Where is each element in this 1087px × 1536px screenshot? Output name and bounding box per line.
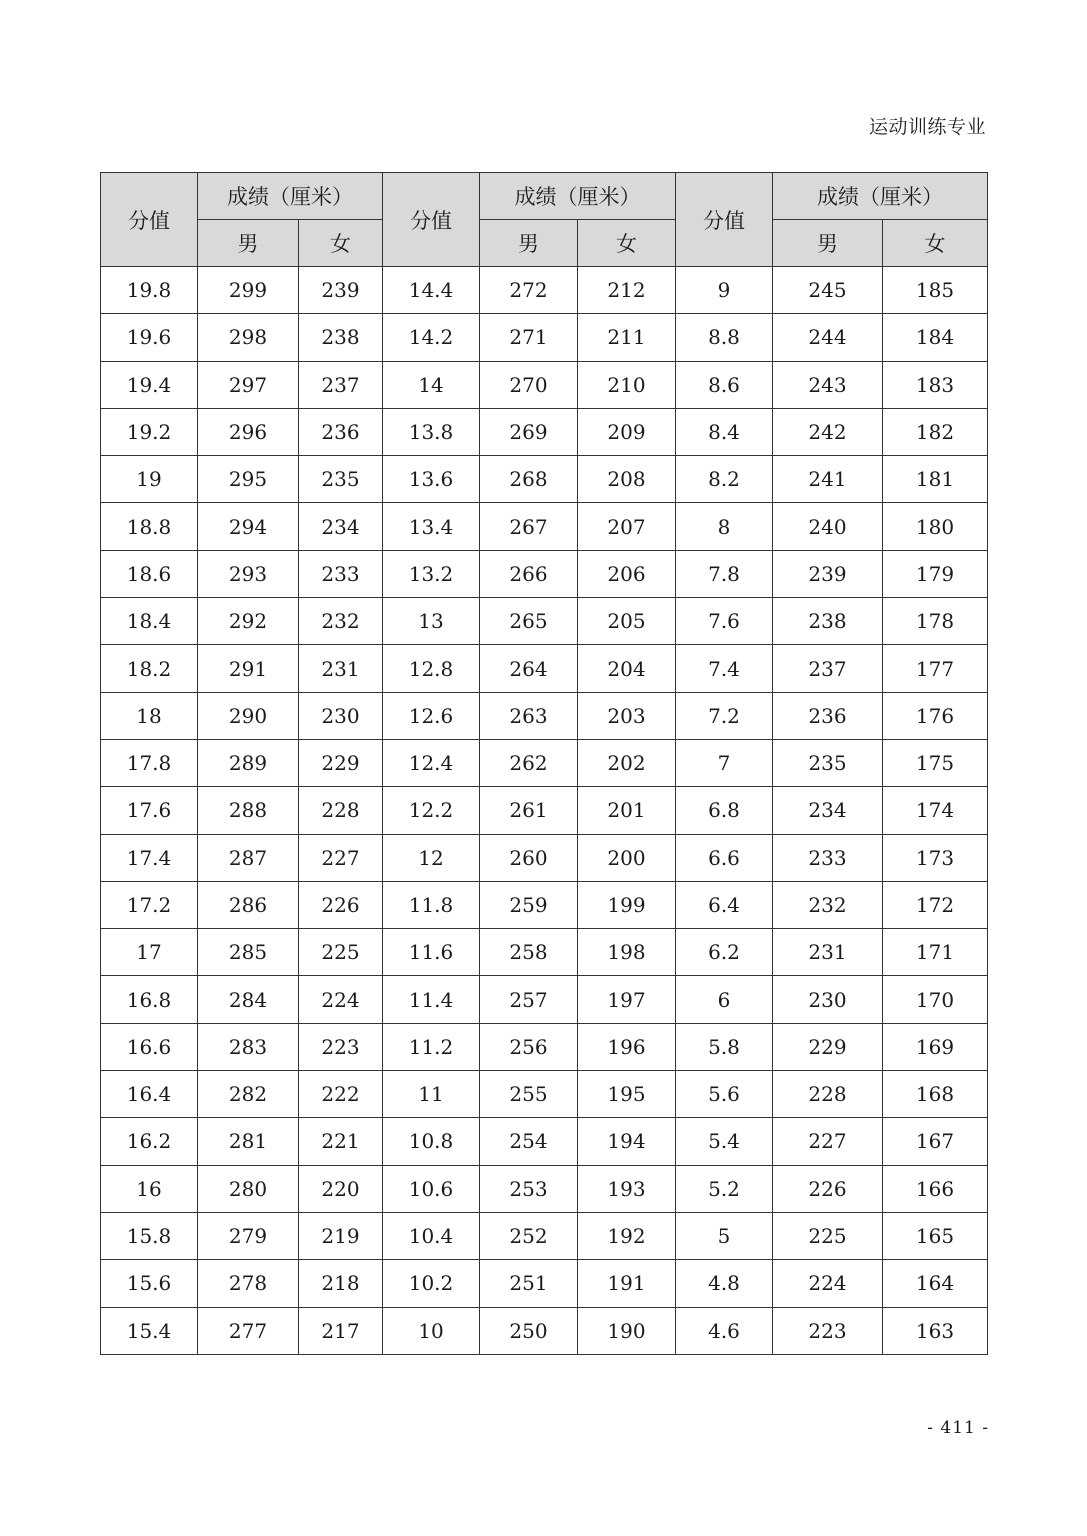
score-cell-1: 17.6 bbox=[101, 787, 198, 834]
table-row bbox=[101, 550, 988, 597]
male-cell-2: 256 bbox=[480, 1023, 578, 1070]
female-cell-2: 202 bbox=[578, 739, 676, 786]
female-cell-1: 230 bbox=[299, 692, 383, 739]
female-cell-2: 193 bbox=[578, 1165, 676, 1212]
table-row bbox=[101, 739, 988, 786]
score-header-3: 分值 bbox=[676, 173, 773, 267]
female-cell-2: 198 bbox=[578, 929, 676, 976]
male-cell-2: 262 bbox=[480, 739, 578, 786]
score-header-1: 分值 bbox=[101, 173, 198, 267]
score-cell-1: 17.4 bbox=[101, 834, 198, 881]
score-cell-1: 19.4 bbox=[101, 361, 198, 408]
female-header-1: 女 bbox=[299, 220, 383, 267]
male-cell-3: 236 bbox=[773, 692, 883, 739]
table-row bbox=[101, 1118, 988, 1165]
male-header-3: 男 bbox=[773, 220, 883, 267]
male-cell-1: 285 bbox=[198, 929, 299, 976]
male-cell-2: 258 bbox=[480, 929, 578, 976]
male-cell-3: 224 bbox=[773, 1260, 883, 1307]
female-cell-1: 238 bbox=[299, 314, 383, 361]
female-cell-3: 183 bbox=[883, 361, 988, 408]
male-cell-1: 288 bbox=[198, 787, 299, 834]
table-row bbox=[101, 692, 988, 739]
female-cell-1: 221 bbox=[299, 1118, 383, 1165]
score-table bbox=[100, 172, 988, 1355]
female-cell-1: 220 bbox=[299, 1165, 383, 1212]
female-cell-3: 182 bbox=[883, 408, 988, 455]
score-cell-1: 15.4 bbox=[101, 1307, 198, 1354]
male-cell-3: 227 bbox=[773, 1118, 883, 1165]
score-cell-3: 8.2 bbox=[676, 456, 773, 503]
female-cell-3: 168 bbox=[883, 1071, 988, 1118]
score-cell-2: 10.6 bbox=[383, 1165, 480, 1212]
female-cell-3: 185 bbox=[883, 267, 988, 314]
table-row bbox=[101, 598, 988, 645]
male-cell-3: 245 bbox=[773, 267, 883, 314]
table-row bbox=[101, 503, 988, 550]
male-cell-2: 254 bbox=[480, 1118, 578, 1165]
score-cell-1: 16 bbox=[101, 1165, 198, 1212]
page-number: - 411 - bbox=[927, 1418, 989, 1438]
male-cell-3: 242 bbox=[773, 408, 883, 455]
score-cell-3: 9 bbox=[676, 267, 773, 314]
female-cell-2: 210 bbox=[578, 361, 676, 408]
table-row bbox=[101, 976, 988, 1023]
female-cell-1: 217 bbox=[299, 1307, 383, 1354]
female-cell-3: 169 bbox=[883, 1023, 988, 1070]
male-cell-2: 268 bbox=[480, 456, 578, 503]
male-cell-2: 267 bbox=[480, 503, 578, 550]
table-row bbox=[101, 1023, 988, 1070]
female-cell-1: 239 bbox=[299, 267, 383, 314]
score-cell-3: 5.8 bbox=[676, 1023, 773, 1070]
score-cell-3: 5 bbox=[676, 1212, 773, 1259]
score-cell-1: 15.6 bbox=[101, 1260, 198, 1307]
score-cell-3: 6.8 bbox=[676, 787, 773, 834]
table-header bbox=[101, 173, 988, 267]
score-cell-1: 19.8 bbox=[101, 267, 198, 314]
female-cell-3: 178 bbox=[883, 598, 988, 645]
table-row bbox=[101, 267, 988, 314]
score-cell-1: 18.6 bbox=[101, 550, 198, 597]
score-cell-3: 7.6 bbox=[676, 598, 773, 645]
female-cell-3: 184 bbox=[883, 314, 988, 361]
score-cell-1: 16.4 bbox=[101, 1071, 198, 1118]
male-cell-3: 231 bbox=[773, 929, 883, 976]
male-cell-3: 233 bbox=[773, 834, 883, 881]
result-header-2: 成绩（厘米） bbox=[480, 173, 676, 220]
table-row bbox=[101, 929, 988, 976]
male-cell-2: 261 bbox=[480, 787, 578, 834]
male-cell-3: 226 bbox=[773, 1165, 883, 1212]
female-cell-2: 206 bbox=[578, 550, 676, 597]
table-row bbox=[101, 881, 988, 928]
score-cell-1: 16.8 bbox=[101, 976, 198, 1023]
result-header-3: 成绩（厘米） bbox=[773, 173, 988, 220]
male-cell-2: 253 bbox=[480, 1165, 578, 1212]
female-cell-1: 228 bbox=[299, 787, 383, 834]
score-cell-1: 18.4 bbox=[101, 598, 198, 645]
female-cell-1: 218 bbox=[299, 1260, 383, 1307]
male-cell-3: 243 bbox=[773, 361, 883, 408]
male-cell-3: 223 bbox=[773, 1307, 883, 1354]
male-cell-2: 266 bbox=[480, 550, 578, 597]
female-cell-3: 172 bbox=[883, 881, 988, 928]
score-cell-2: 13.8 bbox=[383, 408, 480, 455]
female-cell-2: 192 bbox=[578, 1212, 676, 1259]
score-cell-2: 10 bbox=[383, 1307, 480, 1354]
table-row bbox=[101, 1307, 988, 1354]
running-header: 运动训练专业 bbox=[868, 116, 986, 138]
score-cell-2: 12.2 bbox=[383, 787, 480, 834]
female-cell-2: 196 bbox=[578, 1023, 676, 1070]
score-cell-2: 10.4 bbox=[383, 1212, 480, 1259]
score-cell-3: 8.6 bbox=[676, 361, 773, 408]
female-cell-3: 167 bbox=[883, 1118, 988, 1165]
score-cell-3: 4.6 bbox=[676, 1307, 773, 1354]
male-cell-3: 228 bbox=[773, 1071, 883, 1118]
score-cell-1: 17.2 bbox=[101, 881, 198, 928]
male-cell-3: 234 bbox=[773, 787, 883, 834]
score-cell-2: 13 bbox=[383, 598, 480, 645]
score-cell-2: 14 bbox=[383, 361, 480, 408]
male-cell-1: 277 bbox=[198, 1307, 299, 1354]
female-cell-1: 237 bbox=[299, 361, 383, 408]
score-cell-3: 5.6 bbox=[676, 1071, 773, 1118]
score-cell-3: 7.2 bbox=[676, 692, 773, 739]
male-cell-3: 229 bbox=[773, 1023, 883, 1070]
score-cell-2: 12 bbox=[383, 834, 480, 881]
female-cell-2: 197 bbox=[578, 976, 676, 1023]
table-row bbox=[101, 645, 988, 692]
score-cell-2: 12.8 bbox=[383, 645, 480, 692]
female-cell-2: 207 bbox=[578, 503, 676, 550]
male-cell-1: 298 bbox=[198, 314, 299, 361]
female-cell-2: 200 bbox=[578, 834, 676, 881]
male-cell-3: 235 bbox=[773, 739, 883, 786]
female-cell-3: 170 bbox=[883, 976, 988, 1023]
female-cell-1: 233 bbox=[299, 550, 383, 597]
male-cell-2: 260 bbox=[480, 834, 578, 881]
female-cell-3: 163 bbox=[883, 1307, 988, 1354]
score-cell-2: 12.6 bbox=[383, 692, 480, 739]
table-row bbox=[101, 361, 988, 408]
score-cell-3: 7 bbox=[676, 739, 773, 786]
score-cell-2: 13.6 bbox=[383, 456, 480, 503]
female-cell-1: 222 bbox=[299, 1071, 383, 1118]
male-cell-3: 238 bbox=[773, 598, 883, 645]
result-header-1: 成绩（厘米） bbox=[198, 173, 383, 220]
male-cell-1: 291 bbox=[198, 645, 299, 692]
score-cell-1: 15.8 bbox=[101, 1212, 198, 1259]
male-cell-2: 272 bbox=[480, 267, 578, 314]
female-cell-3: 165 bbox=[883, 1212, 988, 1259]
female-cell-2: 201 bbox=[578, 787, 676, 834]
female-cell-2: 212 bbox=[578, 267, 676, 314]
female-cell-1: 236 bbox=[299, 408, 383, 455]
male-cell-1: 292 bbox=[198, 598, 299, 645]
female-cell-3: 164 bbox=[883, 1260, 988, 1307]
male-cell-1: 280 bbox=[198, 1165, 299, 1212]
table-row bbox=[101, 787, 988, 834]
female-cell-3: 175 bbox=[883, 739, 988, 786]
score-cell-1: 18.8 bbox=[101, 503, 198, 550]
score-cell-3: 6.4 bbox=[676, 881, 773, 928]
male-cell-2: 250 bbox=[480, 1307, 578, 1354]
table-row bbox=[101, 1071, 988, 1118]
male-cell-3: 239 bbox=[773, 550, 883, 597]
female-cell-2: 203 bbox=[578, 692, 676, 739]
female-cell-1: 224 bbox=[299, 976, 383, 1023]
female-cell-1: 225 bbox=[299, 929, 383, 976]
male-cell-2: 269 bbox=[480, 408, 578, 455]
table-row bbox=[101, 1260, 988, 1307]
score-cell-2: 11 bbox=[383, 1071, 480, 1118]
male-cell-2: 271 bbox=[480, 314, 578, 361]
male-cell-1: 296 bbox=[198, 408, 299, 455]
score-cell-2: 13.4 bbox=[383, 503, 480, 550]
female-cell-3: 179 bbox=[883, 550, 988, 597]
male-cell-1: 281 bbox=[198, 1118, 299, 1165]
score-cell-3: 6.6 bbox=[676, 834, 773, 881]
male-cell-1: 284 bbox=[198, 976, 299, 1023]
female-cell-2: 205 bbox=[578, 598, 676, 645]
score-cell-3: 7.8 bbox=[676, 550, 773, 597]
female-cell-3: 176 bbox=[883, 692, 988, 739]
score-cell-1: 18.2 bbox=[101, 645, 198, 692]
female-cell-1: 226 bbox=[299, 881, 383, 928]
female-cell-2: 191 bbox=[578, 1260, 676, 1307]
male-cell-3: 241 bbox=[773, 456, 883, 503]
male-cell-2: 265 bbox=[480, 598, 578, 645]
score-cell-3: 6.2 bbox=[676, 929, 773, 976]
male-cell-2: 264 bbox=[480, 645, 578, 692]
female-cell-3: 173 bbox=[883, 834, 988, 881]
female-cell-1: 232 bbox=[299, 598, 383, 645]
male-cell-3: 225 bbox=[773, 1212, 883, 1259]
table-row bbox=[101, 834, 988, 881]
female-cell-2: 211 bbox=[578, 314, 676, 361]
male-cell-2: 270 bbox=[480, 361, 578, 408]
score-cell-2: 11.8 bbox=[383, 881, 480, 928]
male-cell-2: 263 bbox=[480, 692, 578, 739]
table-row bbox=[101, 314, 988, 361]
score-cell-1: 19.6 bbox=[101, 314, 198, 361]
male-header-1: 男 bbox=[198, 220, 299, 267]
score-cell-2: 14.2 bbox=[383, 314, 480, 361]
male-header-2: 男 bbox=[480, 220, 578, 267]
male-cell-3: 240 bbox=[773, 503, 883, 550]
score-cell-1: 17.8 bbox=[101, 739, 198, 786]
female-cell-2: 195 bbox=[578, 1071, 676, 1118]
female-cell-2: 209 bbox=[578, 408, 676, 455]
male-cell-1: 295 bbox=[198, 456, 299, 503]
score-header-2: 分值 bbox=[383, 173, 480, 267]
male-cell-3: 244 bbox=[773, 314, 883, 361]
score-cell-1: 16.2 bbox=[101, 1118, 198, 1165]
header-row-bottom bbox=[101, 220, 988, 267]
score-cell-1: 16.6 bbox=[101, 1023, 198, 1070]
male-cell-2: 251 bbox=[480, 1260, 578, 1307]
score-cell-2: 11.4 bbox=[383, 976, 480, 1023]
score-cell-1: 19.2 bbox=[101, 408, 198, 455]
female-cell-2: 194 bbox=[578, 1118, 676, 1165]
score-cell-1: 19 bbox=[101, 456, 198, 503]
male-cell-3: 237 bbox=[773, 645, 883, 692]
male-cell-1: 290 bbox=[198, 692, 299, 739]
female-cell-2: 204 bbox=[578, 645, 676, 692]
score-cell-3: 8 bbox=[676, 503, 773, 550]
score-cell-3: 6 bbox=[676, 976, 773, 1023]
male-cell-3: 232 bbox=[773, 881, 883, 928]
table-body bbox=[101, 267, 988, 1355]
score-cell-2: 14.4 bbox=[383, 267, 480, 314]
male-cell-2: 259 bbox=[480, 881, 578, 928]
score-cell-2: 11.6 bbox=[383, 929, 480, 976]
female-cell-1: 231 bbox=[299, 645, 383, 692]
header-row-top bbox=[101, 173, 988, 220]
score-cell-3: 5.2 bbox=[676, 1165, 773, 1212]
male-cell-1: 282 bbox=[198, 1071, 299, 1118]
female-cell-3: 180 bbox=[883, 503, 988, 550]
female-cell-1: 229 bbox=[299, 739, 383, 786]
male-cell-1: 289 bbox=[198, 739, 299, 786]
score-cell-1: 17 bbox=[101, 929, 198, 976]
score-cell-3: 8.8 bbox=[676, 314, 773, 361]
female-cell-1: 227 bbox=[299, 834, 383, 881]
table-row bbox=[101, 1212, 988, 1259]
male-cell-3: 230 bbox=[773, 976, 883, 1023]
score-cell-2: 12.4 bbox=[383, 739, 480, 786]
male-cell-1: 283 bbox=[198, 1023, 299, 1070]
male-cell-2: 255 bbox=[480, 1071, 578, 1118]
table-row bbox=[101, 408, 988, 455]
female-cell-3: 181 bbox=[883, 456, 988, 503]
male-cell-1: 293 bbox=[198, 550, 299, 597]
table-row bbox=[101, 1165, 988, 1212]
score-cell-2: 11.2 bbox=[383, 1023, 480, 1070]
female-cell-3: 171 bbox=[883, 929, 988, 976]
female-cell-1: 219 bbox=[299, 1212, 383, 1259]
female-cell-3: 174 bbox=[883, 787, 988, 834]
male-cell-1: 294 bbox=[198, 503, 299, 550]
female-cell-2: 208 bbox=[578, 456, 676, 503]
male-cell-2: 252 bbox=[480, 1212, 578, 1259]
score-cell-1: 18 bbox=[101, 692, 198, 739]
female-cell-1: 223 bbox=[299, 1023, 383, 1070]
male-cell-1: 297 bbox=[198, 361, 299, 408]
score-cell-2: 10.8 bbox=[383, 1118, 480, 1165]
male-cell-1: 286 bbox=[198, 881, 299, 928]
score-cell-2: 10.2 bbox=[383, 1260, 480, 1307]
female-header-2: 女 bbox=[578, 220, 676, 267]
score-cell-2: 13.2 bbox=[383, 550, 480, 597]
male-cell-1: 299 bbox=[198, 267, 299, 314]
male-cell-1: 278 bbox=[198, 1260, 299, 1307]
score-cell-3: 5.4 bbox=[676, 1118, 773, 1165]
score-cell-3: 7.4 bbox=[676, 645, 773, 692]
female-cell-1: 234 bbox=[299, 503, 383, 550]
table-row bbox=[101, 456, 988, 503]
male-cell-1: 287 bbox=[198, 834, 299, 881]
female-cell-3: 177 bbox=[883, 645, 988, 692]
score-cell-3: 4.8 bbox=[676, 1260, 773, 1307]
female-header-3: 女 bbox=[883, 220, 988, 267]
female-cell-2: 190 bbox=[578, 1307, 676, 1354]
female-cell-3: 166 bbox=[883, 1165, 988, 1212]
female-cell-2: 199 bbox=[578, 881, 676, 928]
female-cell-1: 235 bbox=[299, 456, 383, 503]
male-cell-1: 279 bbox=[198, 1212, 299, 1259]
score-cell-3: 8.4 bbox=[676, 408, 773, 455]
male-cell-2: 257 bbox=[480, 976, 578, 1023]
